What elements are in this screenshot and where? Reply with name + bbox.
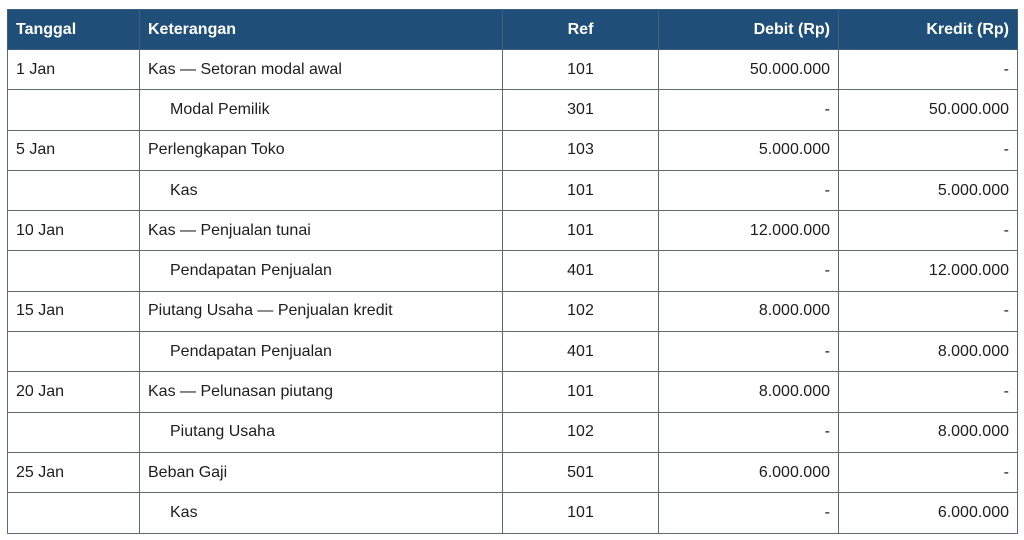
header-kredit: Kredit (Rp) [839, 10, 1018, 50]
cell-kredit: 6.000.000 [839, 493, 1018, 533]
table-header [8, 10, 1018, 50]
journal-table-container [7, 9, 1017, 534]
cell-kredit: 8.000.000 [839, 332, 1018, 372]
cell-kredit: - [839, 291, 1018, 331]
cell-debit: 5.000.000 [659, 130, 839, 170]
cell-keterangan: Pendapatan Penjualan [140, 332, 503, 372]
cell-tanggal [8, 493, 140, 533]
cell-debit: 8.000.000 [659, 372, 839, 412]
cell-tanggal [8, 412, 140, 452]
cell-debit: 8.000.000 [659, 291, 839, 331]
journal-table [7, 9, 1018, 534]
cell-debit: - [659, 170, 839, 210]
cell-keterangan: Kas [140, 170, 503, 210]
table-row [8, 291, 1018, 331]
cell-kredit: - [839, 372, 1018, 412]
cell-ref: 103 [503, 130, 659, 170]
cell-debit: 50.000.000 [659, 50, 839, 90]
table-row [8, 412, 1018, 452]
cell-debit: - [659, 251, 839, 291]
cell-ref: 101 [503, 211, 659, 251]
cell-debit: 12.000.000 [659, 211, 839, 251]
cell-keterangan: Pendapatan Penjualan [140, 251, 503, 291]
cell-keterangan: Piutang Usaha — Penjualan kredit [140, 291, 503, 331]
table-row [8, 332, 1018, 372]
header-ref: Ref [503, 10, 659, 50]
cell-ref: 401 [503, 332, 659, 372]
cell-kredit: - [839, 50, 1018, 90]
cell-kredit: 12.000.000 [839, 251, 1018, 291]
cell-kredit: 50.000.000 [839, 90, 1018, 130]
table-row [8, 90, 1018, 130]
cell-keterangan: Piutang Usaha [140, 412, 503, 452]
cell-tanggal [8, 332, 140, 372]
table-body [8, 50, 1018, 534]
cell-debit: 6.000.000 [659, 452, 839, 492]
cell-ref: 101 [503, 170, 659, 210]
cell-ref: 301 [503, 90, 659, 130]
cell-tanggal: 20 Jan [8, 372, 140, 412]
header-tanggal: Tanggal [8, 10, 140, 50]
cell-ref: 401 [503, 251, 659, 291]
cell-debit: - [659, 90, 839, 130]
cell-keterangan: Kas [140, 493, 503, 533]
cell-ref: 101 [503, 50, 659, 90]
cell-ref: 101 [503, 372, 659, 412]
header-keterangan: Keterangan [140, 10, 503, 50]
cell-tanggal: 25 Jan [8, 452, 140, 492]
table-row [8, 372, 1018, 412]
cell-debit: - [659, 332, 839, 372]
cell-kredit: 5.000.000 [839, 170, 1018, 210]
table-row [8, 211, 1018, 251]
header-row [8, 10, 1018, 50]
table-row [8, 493, 1018, 533]
cell-ref: 102 [503, 412, 659, 452]
cell-tanggal [8, 251, 140, 291]
cell-tanggal: 5 Jan [8, 130, 140, 170]
cell-keterangan: Perlengkapan Toko [140, 130, 503, 170]
table-row [8, 50, 1018, 90]
cell-tanggal [8, 170, 140, 210]
cell-debit: - [659, 412, 839, 452]
table-row [8, 452, 1018, 492]
cell-tanggal: 15 Jan [8, 291, 140, 331]
cell-debit: - [659, 493, 839, 533]
cell-tanggal: 10 Jan [8, 211, 140, 251]
cell-ref: 101 [503, 493, 659, 533]
header-debit: Debit (Rp) [659, 10, 839, 50]
cell-tanggal: 1 Jan [8, 50, 140, 90]
cell-keterangan: Modal Pemilik [140, 90, 503, 130]
cell-kredit: 8.000.000 [839, 412, 1018, 452]
cell-kredit: - [839, 452, 1018, 492]
cell-kredit: - [839, 130, 1018, 170]
cell-tanggal [8, 90, 140, 130]
cell-ref: 501 [503, 452, 659, 492]
cell-kredit: - [839, 211, 1018, 251]
table-row [8, 170, 1018, 210]
cell-keterangan: Kas — Setoran modal awal [140, 50, 503, 90]
cell-keterangan: Kas — Penjualan tunai [140, 211, 503, 251]
cell-keterangan: Kas — Pelunasan piutang [140, 372, 503, 412]
cell-keterangan: Beban Gaji [140, 452, 503, 492]
table-row [8, 130, 1018, 170]
cell-ref: 102 [503, 291, 659, 331]
table-row [8, 251, 1018, 291]
